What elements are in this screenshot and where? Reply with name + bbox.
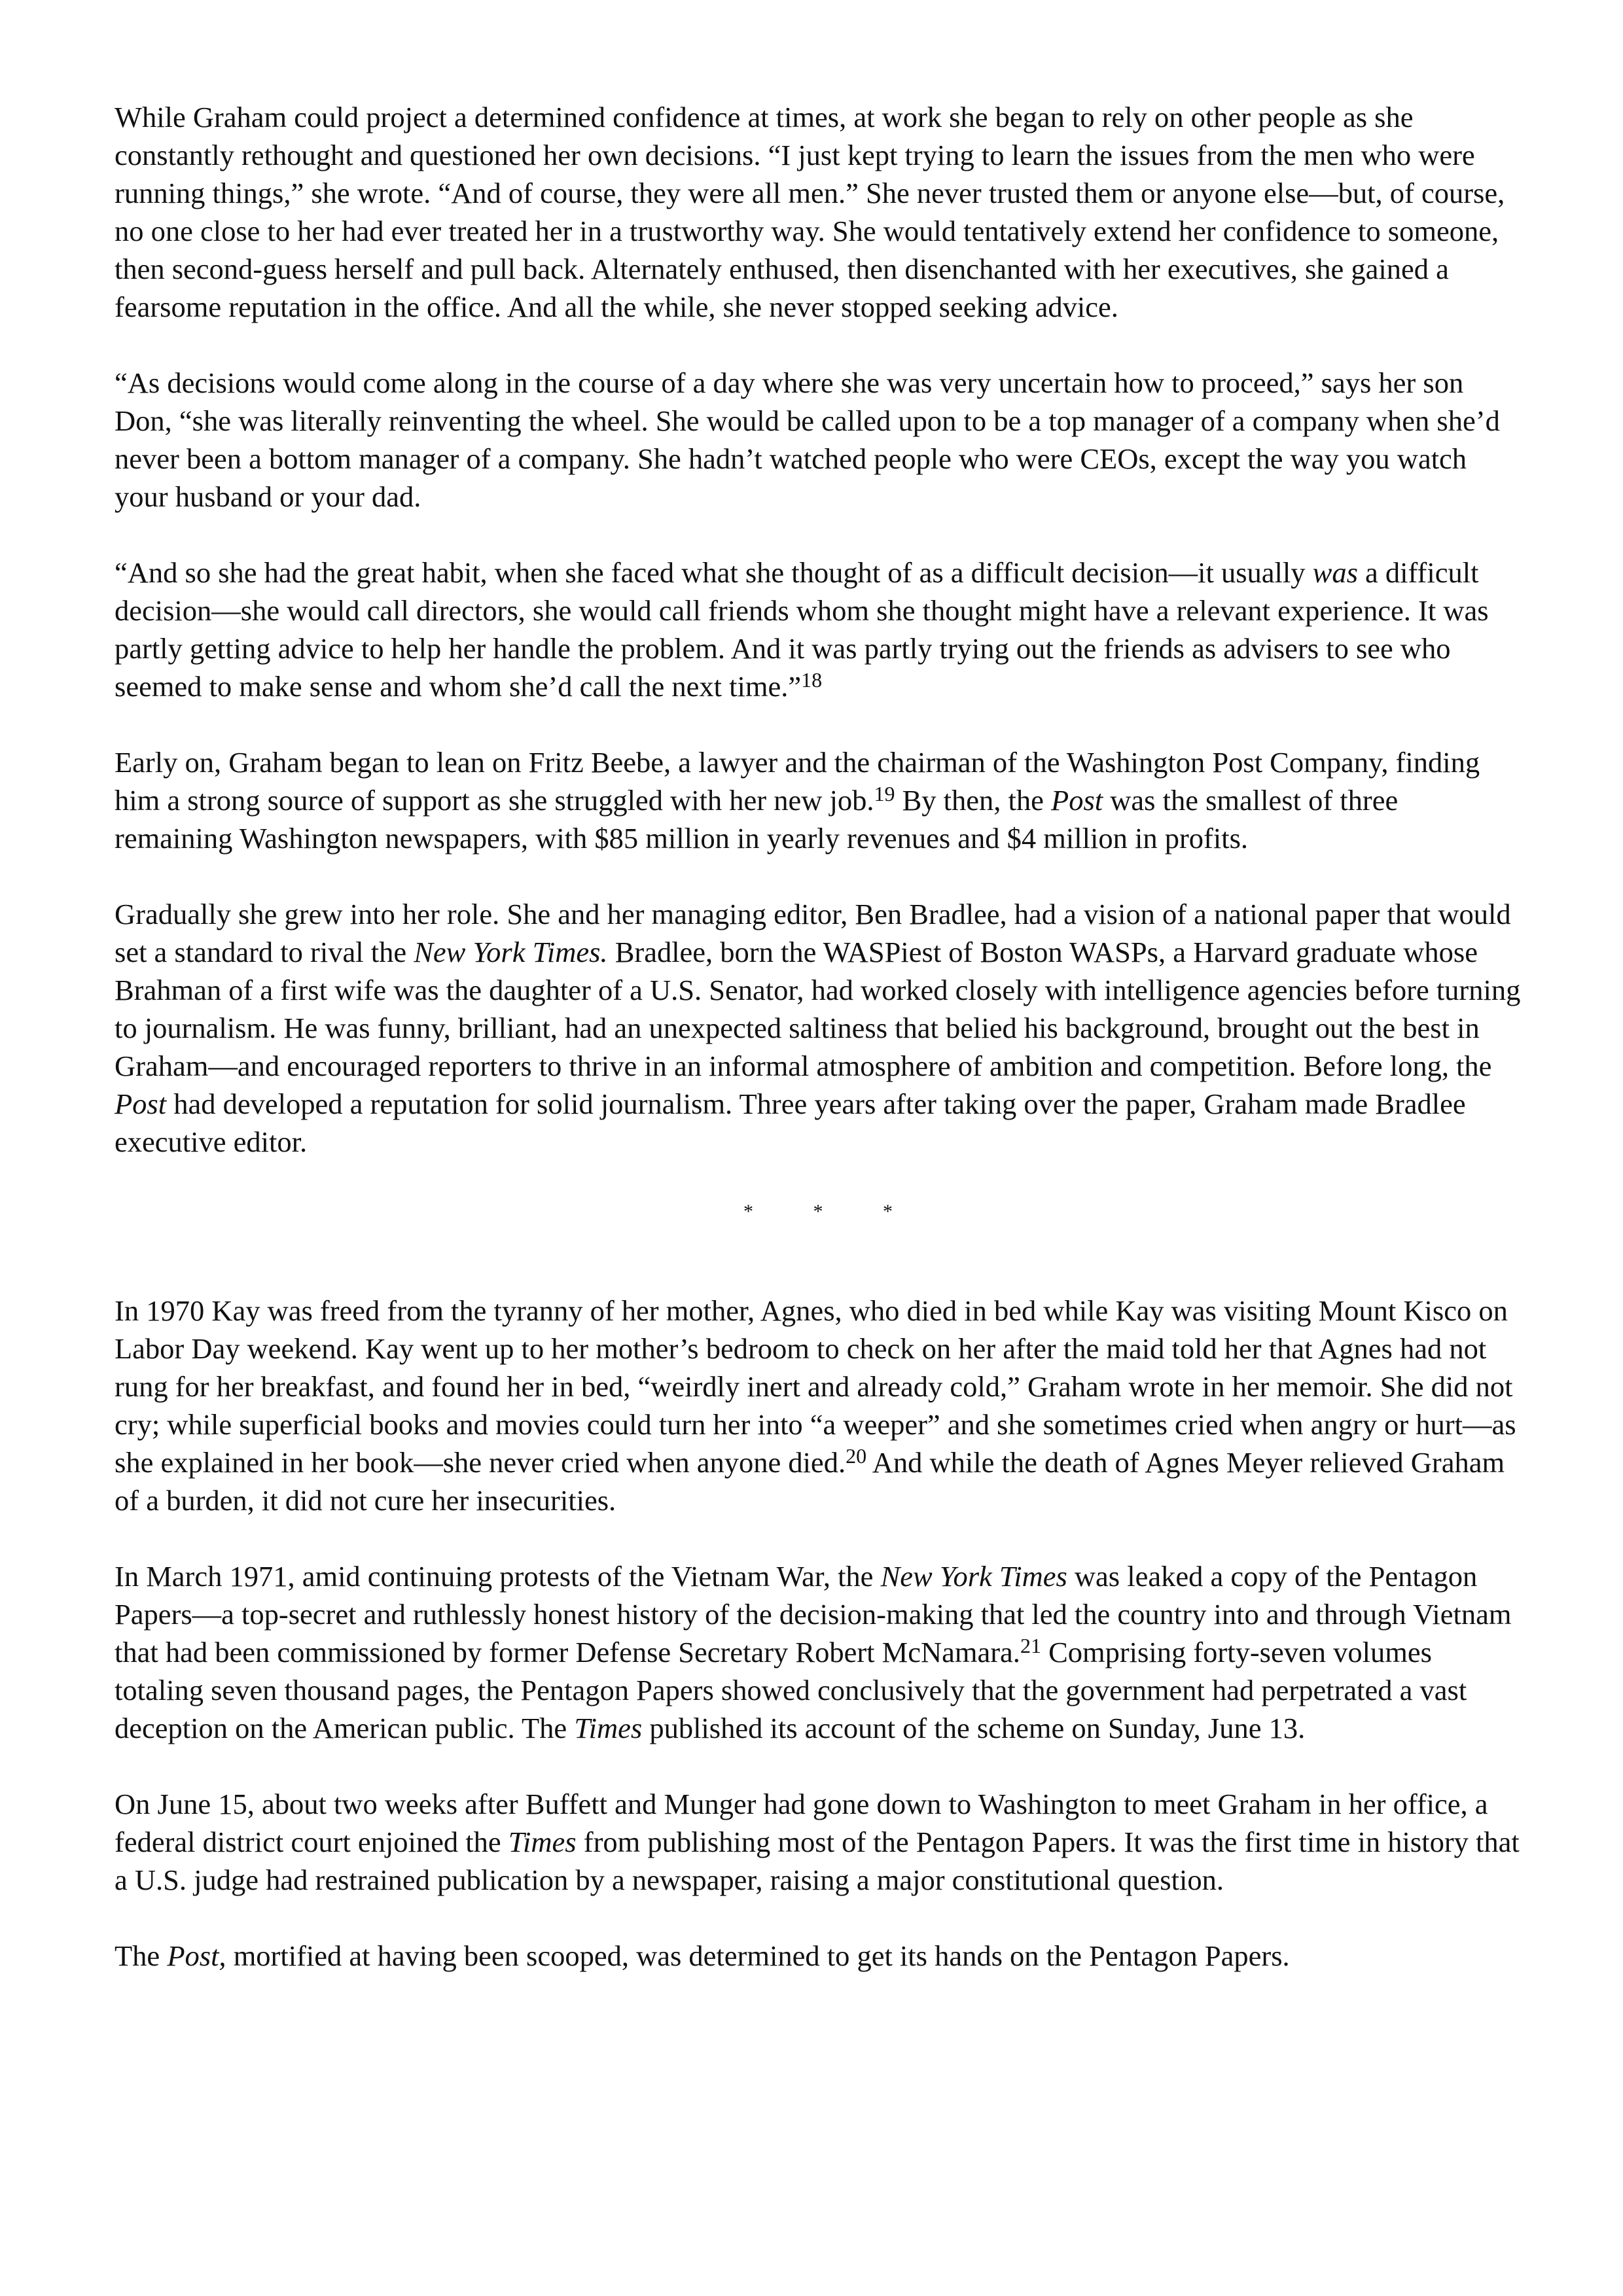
- text-run: “And so she had the great habit, when she faced what she thought of as a difficult decision—it usually: [115, 556, 1313, 589]
- text-run: “As decisions would come along in the course of a day where she was very uncertain how to proceed,” says her son Don, “she was literally reinventing the wheel. She would be called upon to be a top manager of a company when she’d never been a bottom manager of a company. She hadn’t watched people who were CEOs, except the way you watch your husband or your dad.: [115, 366, 1500, 513]
- italic-text: New York Times: [880, 1560, 1067, 1593]
- italic-text: Times: [508, 1826, 577, 1858]
- text-run: By then, the: [895, 784, 1052, 817]
- footnote-marker: 21: [1020, 1634, 1041, 1657]
- italic-text: Post: [1051, 784, 1103, 817]
- text-run: And while the death of Agnes Meyer relieved Graham of a burden, it did not cure her insecurities.: [115, 1446, 1505, 1517]
- paragraph: [115, 98, 1522, 326]
- paragraph: [115, 895, 1522, 1161]
- section-break-star: *: [813, 1201, 823, 1222]
- footnote-marker: 19: [874, 782, 895, 805]
- text-run: Early on, Graham began to lean on Fritz Beebe, a lawyer and the chairman of the Washington Post Company, finding him a strong source of support as she struggled with her new job.: [115, 746, 1480, 817]
- text-run: a difficult decision—she would call directors, she would call friends whom she thought might have a relevant experience. It was partly getting advice to help her handle the problem. And it was partly trying out the friends as advisers to see who seemed to make sense and whom she’d call the next time.”: [115, 556, 1489, 703]
- text-run: mortified at having been scooped, was determined to get its hands on the Pentagon Papers.: [226, 1939, 1290, 1972]
- italic-text: Post,: [167, 1939, 226, 1972]
- text-run: from publishing most of the Pentagon Papers. It was the first time in history that a U.S. judge had restrained publication by a newspaper, raising a major constitutional question.: [115, 1826, 1520, 1896]
- text-run: In March 1971, amid continuing protests of the Vietnam War, the: [115, 1560, 881, 1593]
- paragraph: [115, 554, 1522, 705]
- paragraph: [115, 1937, 1522, 1975]
- paragraph: [115, 1785, 1522, 1899]
- text-run: The: [115, 1939, 168, 1972]
- text-run: While Graham could project a determined confidence at times, at work she began to rely on other people as she constantly rethought and questioned her own decisions. “I just kept trying to learn the issues from the men who were running things,” she wrote. “And of course, they were all men.” She never trusted them or anyone else—but, of course, no one close to her had ever treated her in a trustworthy way. She would tentatively extend her confidence to someone, then second-guess herself and pull back. Alternately enthused, then disenchanted with her executives, she gained a fearsome reputation in the office. And all the while, she never stopped seeking advice.: [115, 101, 1505, 323]
- footnote-marker: 18: [801, 668, 823, 692]
- paragraph: [115, 1292, 1522, 1519]
- section-break-star: *: [883, 1201, 893, 1222]
- text-run: In 1970 Kay was freed from the tyranny of her mother, Agnes, who died in bed while Kay was visiting Mount Kisco on Labor Day weekend. Kay went up to her mother’s bedroom to check on her after the maid told her that Agnes had not rung for her breakfast, and found her in bed, “weirdly inert and already cold,” Graham wrote in her memoir. She did not cry; while superficial books and movies could turn her into “a weeper” and she sometimes cried when angry or hurt—as she explained in her book—she never cried when anyone died.: [115, 1294, 1516, 1479]
- italic-text: was: [1312, 556, 1358, 589]
- section-break: [115, 1199, 1522, 1225]
- italic-text: Times: [574, 1712, 643, 1744]
- body-text-top: [115, 98, 1522, 1161]
- footnote-marker: 20: [846, 1444, 867, 1468]
- body-text-bottom: [115, 1292, 1522, 1975]
- text-run: Bradlee, born the WASPiest of Boston WASPs, a Harvard graduate whose Brahman of a first wife was the daughter of a U.S. Senator, had worked closely with intelligence agencies before turning to journalism. He was funny, brilliant, had an unexpected saltiness that belied his background, brought out the best in Graham—and encouraged reporters to thrive in an informal atmosphere of ambition and competition. Before long, the: [115, 936, 1521, 1082]
- text-run: Comprising forty-seven volumes totaling seven thousand pages, the Pentagon Papers showed conclusively that the government had perpetrated a vast deception on the American public. The: [115, 1636, 1467, 1744]
- book-page: [115, 98, 1522, 2013]
- section-break-star: *: [743, 1201, 753, 1222]
- paragraph: [115, 743, 1522, 857]
- italic-text: Post: [115, 1087, 167, 1120]
- text-run: was leaked a copy of the Pentagon Papers—a top-secret and ruthlessly honest history of the decision-making that led the country into and through Vietnam that had been commissioned by former Defense Secretary Robert McNamara.: [115, 1560, 1512, 1669]
- text-run: had developed a reputation for solid journalism. Three years after taking over the paper, Graham made Bradlee executive editor.: [115, 1087, 1466, 1158]
- text-run: Gradually she grew into her role. She and her managing editor, Ben Bradlee, had a vision of a national paper that would set a standard to rival the: [115, 898, 1511, 968]
- text-run: published its account of the scheme on Sunday, June 13.: [642, 1712, 1306, 1744]
- paragraph: [115, 364, 1522, 516]
- paragraph: [115, 1557, 1522, 1747]
- italic-text: New York Times.: [414, 936, 608, 968]
- text-run: was the smallest of three remaining Washington newspapers, with $85 million in yearly revenues and $4 million in profits.: [115, 784, 1399, 855]
- text-run: On June 15, about two weeks after Buffett and Munger had gone down to Washington to meet Graham in her office, a federal district court enjoined the: [115, 1788, 1488, 1858]
